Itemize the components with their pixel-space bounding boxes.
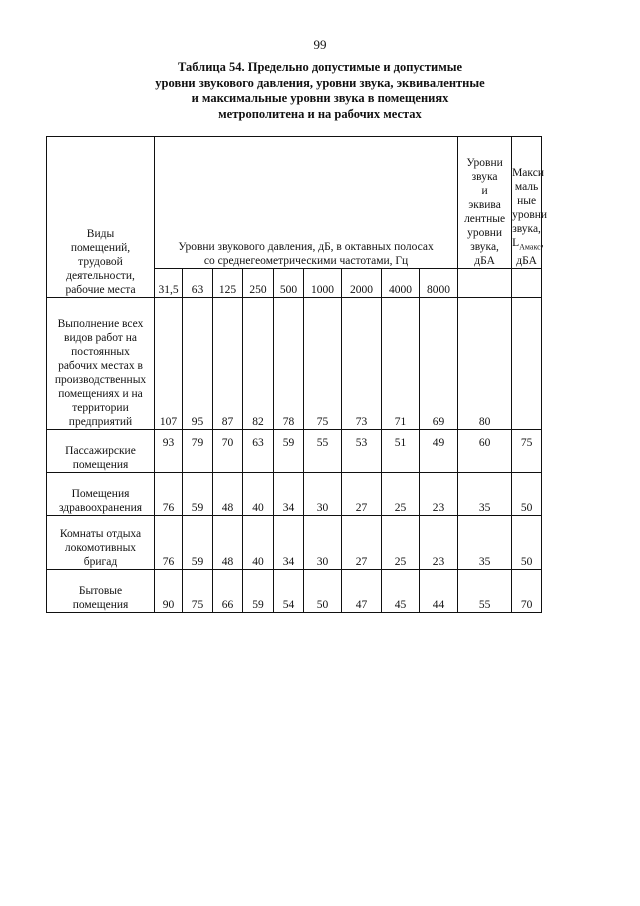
- value-cell: 34: [274, 516, 304, 570]
- value-cell: 30: [304, 473, 342, 516]
- value-cell: 59: [183, 516, 213, 570]
- value-cell: 79: [183, 430, 213, 473]
- equivalent-cell: 60: [458, 430, 512, 473]
- value-cell: 49: [420, 430, 458, 473]
- maximal-cell: 50: [512, 473, 542, 516]
- equivalent-cell: 55: [458, 570, 512, 613]
- equivalent-cell: 80: [458, 298, 512, 430]
- value-cell: 90: [155, 570, 183, 613]
- header-maximal-cell: [512, 137, 548, 269]
- value-cell: 40: [243, 473, 274, 516]
- value-cell: 55: [304, 430, 342, 473]
- row-label: Помещения здравоохранения: [47, 473, 155, 516]
- value-cell: 51: [382, 430, 420, 473]
- table-row: [47, 570, 542, 613]
- value-cell: 59: [243, 570, 274, 613]
- freq-cell: 63: [183, 269, 213, 298]
- header-equivalent: Уровни звука и эквива лентные уровни звука, дБА: [464, 157, 506, 267]
- row-label: Комнаты отдыха локомотивных бригад: [47, 516, 155, 570]
- value-cell: 63: [243, 430, 274, 473]
- table-row: [47, 298, 542, 430]
- header-maximal-symbol: $L_{Aмакс}$,: [512, 236, 544, 251]
- value-cell: 34: [274, 473, 304, 516]
- maximal-cell: [512, 298, 542, 430]
- page-number: 99: [313, 37, 327, 52]
- value-cell: 95: [183, 298, 213, 430]
- value-cell: 87: [213, 298, 243, 430]
- value-cell: 59: [274, 430, 304, 473]
- value-cell: 30: [304, 516, 342, 570]
- freq-cell: 250: [243, 269, 274, 298]
- noise-levels-table: [46, 136, 548, 613]
- value-cell: 50: [304, 570, 342, 613]
- freq-cell: 500: [274, 269, 304, 298]
- value-cell: 66: [213, 570, 243, 613]
- table-row: [47, 516, 542, 570]
- value-cell: 70: [213, 430, 243, 473]
- value-cell: 107: [155, 298, 183, 430]
- value-cell: 78: [274, 298, 304, 430]
- value-cell: 75: [304, 298, 342, 430]
- table-row: [47, 430, 542, 473]
- value-cell: 27: [342, 516, 382, 570]
- value-cell: 48: [213, 473, 243, 516]
- value-cell: 23: [420, 473, 458, 516]
- value-cell: 71: [382, 298, 420, 430]
- header-row: [47, 137, 542, 269]
- value-cell: 48: [213, 516, 243, 570]
- freq-cell: 31,5: [155, 269, 183, 298]
- row-label: Пассажирские помещения: [47, 430, 155, 473]
- value-cell: 69: [420, 298, 458, 430]
- value-cell: 25: [382, 516, 420, 570]
- value-cell: 54: [274, 570, 304, 613]
- freq-cell: 2000: [342, 269, 382, 298]
- value-cell: 47: [342, 570, 382, 613]
- freq-cell-empty: [458, 269, 512, 298]
- maximal-cell: 70: [512, 570, 542, 613]
- row-label: Выполнение всех видов работ на постоянных рабочих местах в производственных помещениях и на территории предприятий: [47, 298, 155, 430]
- maximal-cell: 75: [512, 430, 542, 473]
- value-cell: 45: [382, 570, 420, 613]
- value-cell: 76: [155, 516, 183, 570]
- value-cell: 44: [420, 570, 458, 613]
- header-maximal-unit: дБА: [516, 255, 537, 267]
- freq-cell: 8000: [420, 269, 458, 298]
- table-row: [47, 473, 542, 516]
- value-cell: 53: [342, 430, 382, 473]
- value-cell: 27: [342, 473, 382, 516]
- freq-cell-empty: [512, 269, 542, 298]
- value-cell: 73: [342, 298, 382, 430]
- value-cell: 25: [382, 473, 420, 516]
- value-cell: 23: [420, 516, 458, 570]
- header-kind: Виды помещений, трудовой деятельности, рабочие места: [65, 228, 136, 296]
- maximal-cell: 50: [512, 516, 542, 570]
- table-title: Таблица 54. Предельно допустимые и допустимые уровни звукового давления, уровни звука, эквивалентные и максимальные уровни звука в помещениях метрополитена и на рабочих местах: [155, 60, 485, 121]
- header-kind-cell: [47, 137, 155, 298]
- value-cell: 93: [155, 430, 183, 473]
- header-octave: Уровни звукового давления, дБ, в октавных полосах со среднегеометрическими частотами, Гц: [178, 241, 434, 267]
- freq-cell: 4000: [382, 269, 420, 298]
- header-maximal: Макси маль ные уровни звука,: [512, 166, 548, 235]
- header-equivalent-cell: [458, 137, 512, 269]
- freq-cell: 125: [213, 269, 243, 298]
- equivalent-cell: 35: [458, 473, 512, 516]
- value-cell: 75: [183, 570, 213, 613]
- row-label: Бытовые помещения: [47, 570, 155, 613]
- equivalent-cell: 35: [458, 516, 512, 570]
- value-cell: 59: [183, 473, 213, 516]
- value-cell: 76: [155, 473, 183, 516]
- header-octave-cell: [155, 137, 458, 269]
- value-cell: 40: [243, 516, 274, 570]
- value-cell: 82: [243, 298, 274, 430]
- freq-cell: 1000: [304, 269, 342, 298]
